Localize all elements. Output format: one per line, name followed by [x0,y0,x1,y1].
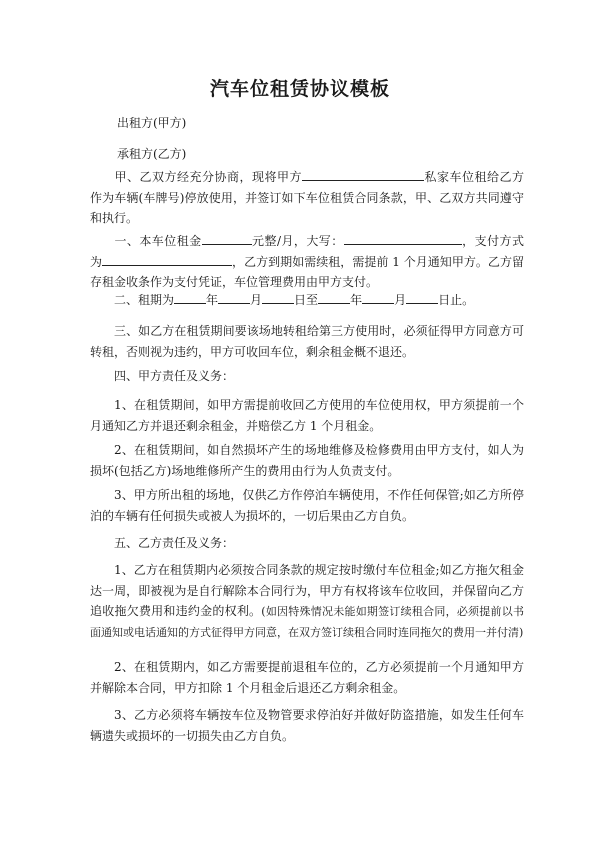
intro-paragraph: 甲、乙双方经充分协商，现将甲方 私家车位租给乙方作为车辆(车牌号)停放使用，并签订如下车位租赁合同条款，甲、乙双方共同遵守和执行。 [90,170,524,225]
blank-field [262,291,294,304]
clause-1: 一、本车位租金 元整/月，大写： ，支付方式为 ，乙方到期如需续租，需提前 1 个月通知甲方。乙方留存租金收条作为支付凭证，车位管理费用由甲方支付。 [90,234,524,289]
clause-5-1: 1、乙方在租赁期内必须按合同条款的规定按时缴付车位租金;如乙方拖欠租金达一周，即被视为是自行解除本合同行为，甲方有权将该车位收回，并保留向乙方追收拖欠费用和违约金的权利。(如因特殊情况未能如期签订续租合同，必须提前以书面通知或电话通知的方式征得甲方同意，在双方签订续租合同时连同拖欠的费用一并付清) [90,563,524,639]
lessor-label: 出租方(甲方) [117,116,187,130]
clause-2: 二、租期为 年 月 日至 年 月 日止。 [114,293,475,307]
clause-4-1: 1、在租赁期间，如甲方需提前收回乙方使用的车位使用权，甲方须提前一个月通知乙方并退还剩余租金，并赔偿乙方 1 个月租金。 [90,398,524,433]
clause-5-2: 2、在租赁期内，如乙方需要提前退租车位的，乙方必须提前一个月通知甲方并解除本合同，甲方扣除 1 个月租金后退还乙方剩余租金。 [90,660,524,695]
clause-4-heading: 四、甲方责任及义务： [114,369,235,383]
clause-5-3: 3、乙方必须将车辆按车位及物管要求停泊好并做好防盗措施，如发生任何车辆遗失或损坏的一切损失由乙方自负。 [90,708,524,743]
blank-field [202,232,252,245]
clause-4-2: 2、在租赁期间，如自然损坏产生的场地维修及检修费用由甲方支付，如人为损坏(包括乙方)场地维修所产生的费用由行为人负责支付。 [90,443,524,478]
lessee-label: 承租方(乙方) [117,147,187,161]
blank-field [102,253,232,266]
blank-field [302,168,424,181]
clause-3: 三、如乙方在租赁期间要该场地转租给第三方使用时，必须征得甲方同意方可转租，否则视为违约，甲方可收回车位，剩余租金概不退还。 [90,324,524,359]
blank-field [174,291,206,304]
clause-5-heading: 五、乙方责任及义务： [114,536,235,550]
blank-field [344,232,462,245]
blank-field [362,291,394,304]
document-title: 汽车位租赁协议模板 [209,78,390,100]
clause-4-3: 3、甲方所出租的场地，仅供乙方作停泊车辆使用，不作任何保管;如乙方所停泊的车辆有任何损失或被人为损坏的，一切后果由乙方自负。 [90,488,524,523]
blank-field [318,291,350,304]
blank-field [406,291,438,304]
blank-field [218,291,250,304]
